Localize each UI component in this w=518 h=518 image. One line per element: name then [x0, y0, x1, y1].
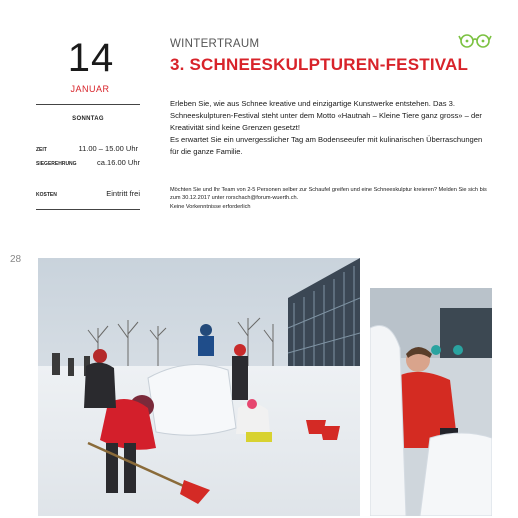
article-title: 3. SCHNEESKULPTUREN-FESTIVAL	[170, 55, 469, 74]
boy-snow-photo	[370, 288, 492, 516]
page-number: 28	[10, 254, 22, 265]
lead-paragraph: Erleben Sie, wie aus Schnee kreative und einzigartige Kunstwerke entstehen. Das 3. Schneeskulpturen-Festival steht unter dem Motto «Hautnah – Kleine Tiere ganz gross» – der Kreativität sind keine Grenzen gesetzt!	[170, 99, 482, 132]
info-value: 11.00 – 15.00 Uhr	[78, 144, 138, 153]
info-value: Eintritt frei	[106, 189, 140, 198]
info-row-cost	[36, 188, 140, 198]
divider-bottom	[36, 209, 140, 210]
article-lead	[170, 98, 485, 158]
note-paragraph: Keine Vorkenntnisse erforderlich	[170, 203, 251, 210]
glasses-icon	[458, 31, 492, 49]
info-label: KOSTEN	[36, 192, 57, 198]
info-label: SIEGEREHRUNG	[36, 161, 77, 167]
article-note	[170, 186, 490, 211]
info-row-time	[36, 143, 140, 153]
info-value: ca.16.00 Uhr	[97, 158, 140, 167]
event-month: JANUAR	[70, 84, 110, 94]
article-kicker: WINTERTRAUM	[170, 38, 260, 50]
info-row-award	[36, 157, 140, 167]
event-weekday: SONNTAG	[72, 116, 104, 122]
divider-top	[36, 104, 140, 105]
info-label: ZEIT	[36, 147, 47, 153]
event-day: 14	[67, 36, 115, 80]
note-paragraph: Möchten Sie und Ihr Team von 2-5 Personen selber zur Schaufel greifen und eine Schneeskulptur kreieren? Melden Sie sich bis zum 30.12.2017 unter rorschach@forum-wuerth.ch.	[170, 187, 487, 202]
lead-paragraph: Es erwartet Sie ein unvergesslicher Tag am Bodenseeufer mit kulinarischen Überraschungen für die ganze Familie.	[170, 135, 483, 156]
snow-sculpting-photo	[38, 258, 360, 516]
